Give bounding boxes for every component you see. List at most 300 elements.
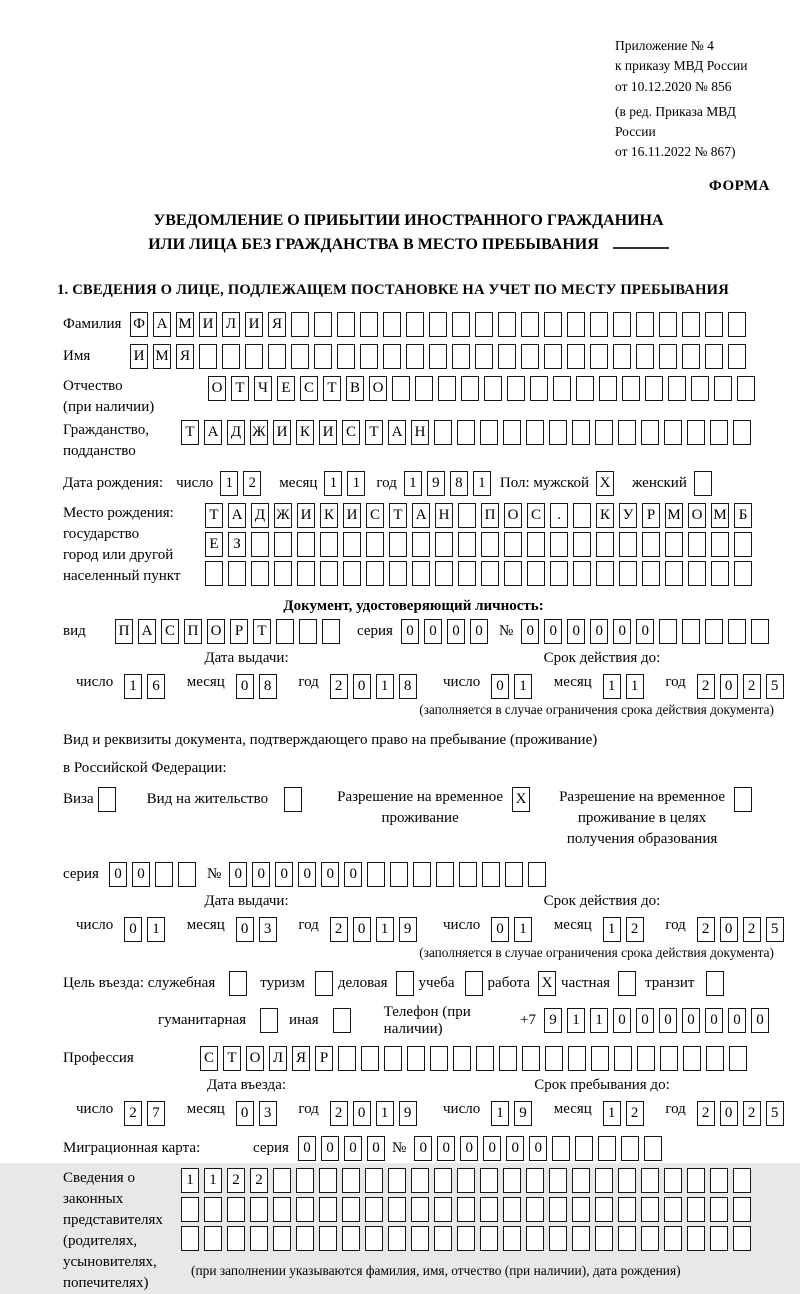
citizenship-char-box[interactable] xyxy=(503,420,521,445)
firstname-char-box[interactable] xyxy=(521,344,539,369)
birth-place-char-box[interactable] xyxy=(573,532,591,557)
doc-number-box[interactable] xyxy=(728,619,746,644)
citizenship-char-box[interactable]: Т xyxy=(365,420,383,445)
residence-issue-day-box[interactable]: 1 xyxy=(147,917,165,942)
patronymic-char-box[interactable] xyxy=(599,376,617,401)
birth-place-char-box[interactable] xyxy=(481,532,499,557)
migration-series-box[interactable]: 0 xyxy=(298,1136,316,1161)
surname-char-box[interactable] xyxy=(429,312,447,337)
firstname-char-box[interactable]: Я xyxy=(176,344,194,369)
doc-valid-year-box[interactable]: 2 xyxy=(697,674,715,699)
birth-place-char-box[interactable] xyxy=(274,532,292,557)
migration-number-box[interactable] xyxy=(644,1136,662,1161)
doc-issue-day-box[interactable]: 6 xyxy=(147,674,165,699)
doc-issue-day-box[interactable]: 1 xyxy=(124,674,142,699)
firstname-char-box[interactable] xyxy=(544,344,562,369)
profession-char-box[interactable] xyxy=(729,1046,747,1071)
residence-issue-year-box[interactable]: 0 xyxy=(353,917,371,942)
migration-number-box[interactable]: 0 xyxy=(483,1136,501,1161)
surname-char-box[interactable] xyxy=(521,312,539,337)
surname-char-box[interactable] xyxy=(728,312,746,337)
representative-char-box[interactable] xyxy=(388,1197,406,1222)
firstname-char-box[interactable] xyxy=(314,344,332,369)
residence-valid-day-box[interactable]: 0 xyxy=(491,917,509,942)
representative-char-box[interactable] xyxy=(549,1226,567,1251)
representative-char-box[interactable] xyxy=(204,1226,222,1251)
birth-place-char-box[interactable] xyxy=(527,532,545,557)
profession-char-box[interactable] xyxy=(361,1046,379,1071)
surname-char-box[interactable]: И xyxy=(199,312,217,337)
citizenship-char-box[interactable] xyxy=(664,420,682,445)
birth-place-char-box[interactable] xyxy=(320,561,338,586)
patronymic-char-box[interactable] xyxy=(415,376,433,401)
stay-year-box[interactable]: 2 xyxy=(743,1101,761,1126)
representative-char-box[interactable] xyxy=(549,1197,567,1222)
residence-issue-year-box[interactable]: 2 xyxy=(330,917,348,942)
birth-place-char-box[interactable] xyxy=(504,561,522,586)
surname-char-box[interactable] xyxy=(659,312,677,337)
residence-number-box[interactable] xyxy=(436,862,454,887)
surname-char-box[interactable] xyxy=(360,312,378,337)
representative-char-box[interactable] xyxy=(434,1197,452,1222)
doc-issue-month-box[interactable]: 0 xyxy=(236,674,254,699)
representative-char-box[interactable] xyxy=(503,1168,521,1193)
birth-place-char-box[interactable] xyxy=(481,561,499,586)
birth-place-char-box[interactable] xyxy=(389,561,407,586)
doc-series-box[interactable]: 0 xyxy=(470,619,488,644)
purpose-private-checkbox[interactable] xyxy=(618,971,636,996)
doc-series-box[interactable]: 0 xyxy=(401,619,419,644)
residence-number-box[interactable] xyxy=(482,862,500,887)
representative-char-box[interactable] xyxy=(457,1168,475,1193)
doc-number-box[interactable] xyxy=(705,619,723,644)
representative-char-box[interactable] xyxy=(572,1226,590,1251)
birth-place-char-box[interactable]: А xyxy=(228,503,246,528)
birth-place-char-box[interactable] xyxy=(642,561,660,586)
surname-char-box[interactable] xyxy=(590,312,608,337)
patronymic-char-box[interactable] xyxy=(484,376,502,401)
residence-valid-month-box[interactable]: 1 xyxy=(603,917,621,942)
representative-char-box[interactable] xyxy=(664,1197,682,1222)
birth-place-char-box[interactable] xyxy=(366,532,384,557)
representative-char-box[interactable] xyxy=(227,1197,245,1222)
representative-char-box[interactable] xyxy=(687,1226,705,1251)
surname-char-box[interactable] xyxy=(475,312,493,337)
migration-number-box[interactable]: 0 xyxy=(414,1136,432,1161)
stay-year-box[interactable]: 5 xyxy=(766,1101,784,1126)
birth-place-char-box[interactable] xyxy=(389,532,407,557)
citizenship-char-box[interactable] xyxy=(618,420,636,445)
representative-char-box[interactable]: 1 xyxy=(181,1168,199,1193)
citizenship-char-box[interactable]: И xyxy=(273,420,291,445)
firstname-char-box[interactable] xyxy=(728,344,746,369)
citizenship-char-box[interactable]: Н xyxy=(411,420,429,445)
profession-char-box[interactable] xyxy=(430,1046,448,1071)
purpose-humanitarian-checkbox[interactable] xyxy=(260,1008,278,1033)
birth-place-char-box[interactable]: С xyxy=(366,503,384,528)
surname-char-box[interactable]: Ф xyxy=(130,312,148,337)
profession-char-box[interactable]: С xyxy=(200,1046,218,1071)
entry-year-box[interactable]: 0 xyxy=(353,1101,371,1126)
firstname-char-box[interactable] xyxy=(705,344,723,369)
phone-digit-box[interactable]: 0 xyxy=(751,1008,769,1033)
residence-number-box[interactable] xyxy=(459,862,477,887)
birth-place-char-box[interactable] xyxy=(458,561,476,586)
patronymic-char-box[interactable]: Е xyxy=(277,376,295,401)
representative-char-box[interactable] xyxy=(204,1197,222,1222)
representative-char-box[interactable] xyxy=(296,1197,314,1222)
doc-number-box[interactable]: 0 xyxy=(613,619,631,644)
surname-char-box[interactable] xyxy=(567,312,585,337)
citizenship-char-box[interactable] xyxy=(549,420,567,445)
birth-place-char-box[interactable]: М xyxy=(665,503,683,528)
representative-char-box[interactable] xyxy=(388,1168,406,1193)
doc-type-char-box[interactable]: С xyxy=(161,619,179,644)
representative-char-box[interactable]: 2 xyxy=(250,1168,268,1193)
doc-type-char-box[interactable] xyxy=(276,619,294,644)
profession-char-box[interactable]: Р xyxy=(315,1046,333,1071)
representative-char-box[interactable] xyxy=(526,1197,544,1222)
firstname-char-box[interactable] xyxy=(199,344,217,369)
birth-place-char-box[interactable]: О xyxy=(504,503,522,528)
birth-place-char-box[interactable] xyxy=(596,561,614,586)
entry-month-box[interactable]: 3 xyxy=(259,1101,277,1126)
citizenship-char-box[interactable] xyxy=(710,420,728,445)
profession-char-box[interactable] xyxy=(591,1046,609,1071)
profession-char-box[interactable] xyxy=(614,1046,632,1071)
migration-series-box[interactable]: 0 xyxy=(321,1136,339,1161)
surname-char-box[interactable]: А xyxy=(153,312,171,337)
representative-char-box[interactable]: 2 xyxy=(227,1168,245,1193)
residence-series-box[interactable] xyxy=(178,862,196,887)
birth-place-char-box[interactable]: К xyxy=(596,503,614,528)
representative-char-box[interactable] xyxy=(503,1197,521,1222)
surname-char-box[interactable] xyxy=(498,312,516,337)
patronymic-char-box[interactable] xyxy=(530,376,548,401)
representative-char-box[interactable] xyxy=(733,1226,751,1251)
representative-char-box[interactable] xyxy=(319,1197,337,1222)
representative-char-box[interactable] xyxy=(687,1197,705,1222)
temp-permit-checkbox[interactable]: X xyxy=(512,787,530,812)
profession-char-box[interactable] xyxy=(568,1046,586,1071)
patronymic-char-box[interactable]: В xyxy=(346,376,364,401)
birth-place-char-box[interactable]: Е xyxy=(205,532,223,557)
migration-number-box[interactable] xyxy=(552,1136,570,1161)
birth-place-char-box[interactable] xyxy=(619,532,637,557)
surname-char-box[interactable] xyxy=(452,312,470,337)
entry-year-box[interactable]: 1 xyxy=(376,1101,394,1126)
birth-place-char-box[interactable] xyxy=(251,561,269,586)
doc-type-char-box[interactable]: А xyxy=(138,619,156,644)
entry-day-box[interactable]: 2 xyxy=(124,1101,142,1126)
birth-place-char-box[interactable] xyxy=(665,561,683,586)
stay-month-box[interactable]: 2 xyxy=(626,1101,644,1126)
firstname-char-box[interactable] xyxy=(590,344,608,369)
birth-month-box[interactable]: 1 xyxy=(324,471,342,496)
representative-char-box[interactable] xyxy=(388,1226,406,1251)
representative-char-box[interactable] xyxy=(457,1197,475,1222)
profession-char-box[interactable] xyxy=(407,1046,425,1071)
birth-place-char-box[interactable] xyxy=(412,532,430,557)
representative-char-box[interactable] xyxy=(273,1168,291,1193)
representative-char-box[interactable] xyxy=(480,1226,498,1251)
sex-female-checkbox[interactable] xyxy=(694,471,712,496)
birth-place-char-box[interactable] xyxy=(320,532,338,557)
surname-char-box[interactable] xyxy=(636,312,654,337)
doc-valid-day-box[interactable]: 1 xyxy=(514,674,532,699)
birth-place-char-box[interactable] xyxy=(343,561,361,586)
birth-place-char-box[interactable]: У xyxy=(619,503,637,528)
doc-type-char-box[interactable]: Т xyxy=(253,619,271,644)
patronymic-char-box[interactable] xyxy=(622,376,640,401)
representative-char-box[interactable] xyxy=(641,1168,659,1193)
doc-number-box[interactable] xyxy=(751,619,769,644)
stay-month-box[interactable]: 1 xyxy=(603,1101,621,1126)
profession-char-box[interactable] xyxy=(499,1046,517,1071)
patronymic-char-box[interactable] xyxy=(737,376,755,401)
birth-place-char-box[interactable]: М xyxy=(711,503,729,528)
citizenship-char-box[interactable]: И xyxy=(319,420,337,445)
citizenship-char-box[interactable]: Т xyxy=(181,420,199,445)
doc-type-char-box[interactable]: П xyxy=(115,619,133,644)
birth-place-char-box[interactable] xyxy=(573,561,591,586)
birth-place-char-box[interactable] xyxy=(665,532,683,557)
representative-char-box[interactable] xyxy=(342,1226,360,1251)
representative-char-box[interactable] xyxy=(342,1168,360,1193)
residence-number-box[interactable] xyxy=(505,862,523,887)
residence-number-box[interactable] xyxy=(413,862,431,887)
doc-valid-month-box[interactable]: 1 xyxy=(626,674,644,699)
birth-year-box[interactable]: 1 xyxy=(473,471,491,496)
citizenship-char-box[interactable] xyxy=(595,420,613,445)
firstname-char-box[interactable] xyxy=(383,344,401,369)
residence-number-box[interactable]: 0 xyxy=(229,862,247,887)
residence-number-box[interactable]: 0 xyxy=(275,862,293,887)
citizenship-char-box[interactable] xyxy=(733,420,751,445)
firstname-char-box[interactable]: М xyxy=(153,344,171,369)
stay-year-box[interactable]: 2 xyxy=(697,1101,715,1126)
doc-issue-month-box[interactable]: 8 xyxy=(259,674,277,699)
firstname-char-box[interactable] xyxy=(659,344,677,369)
profession-char-box[interactable] xyxy=(522,1046,540,1071)
birth-place-char-box[interactable] xyxy=(297,561,315,586)
residence-number-box[interactable]: 0 xyxy=(252,862,270,887)
phone-digit-box[interactable]: 9 xyxy=(544,1008,562,1033)
profession-char-box[interactable] xyxy=(683,1046,701,1071)
surname-char-box[interactable]: Я xyxy=(268,312,286,337)
patronymic-char-box[interactable]: Т xyxy=(231,376,249,401)
firstname-char-box[interactable] xyxy=(636,344,654,369)
surname-char-box[interactable] xyxy=(314,312,332,337)
doc-valid-year-box[interactable]: 2 xyxy=(743,674,761,699)
birth-year-box[interactable]: 9 xyxy=(427,471,445,496)
birth-place-char-box[interactable]: Б xyxy=(734,503,752,528)
birth-place-char-box[interactable] xyxy=(343,532,361,557)
doc-number-box[interactable]: 0 xyxy=(567,619,585,644)
doc-type-char-box[interactable]: П xyxy=(184,619,202,644)
patronymic-char-box[interactable] xyxy=(507,376,525,401)
birth-place-char-box[interactable]: П xyxy=(481,503,499,528)
birth-place-char-box[interactable]: Д xyxy=(251,503,269,528)
birth-place-char-box[interactable]: Т xyxy=(205,503,223,528)
doc-valid-day-box[interactable]: 0 xyxy=(491,674,509,699)
doc-type-char-box[interactable] xyxy=(299,619,317,644)
patronymic-char-box[interactable] xyxy=(714,376,732,401)
representative-char-box[interactable] xyxy=(365,1197,383,1222)
representative-char-box[interactable] xyxy=(664,1226,682,1251)
representative-char-box[interactable] xyxy=(250,1197,268,1222)
birth-place-char-box[interactable]: С xyxy=(527,503,545,528)
representative-char-box[interactable] xyxy=(664,1168,682,1193)
birth-place-char-box[interactable] xyxy=(734,532,752,557)
birth-place-char-box[interactable]: . xyxy=(550,503,568,528)
purpose-work-checkbox[interactable]: X xyxy=(538,971,556,996)
doc-type-char-box[interactable]: О xyxy=(207,619,225,644)
residence-permit-checkbox[interactable] xyxy=(284,787,302,812)
birth-place-char-box[interactable] xyxy=(228,561,246,586)
representative-char-box[interactable] xyxy=(319,1168,337,1193)
firstname-char-box[interactable] xyxy=(360,344,378,369)
birth-place-char-box[interactable] xyxy=(297,532,315,557)
surname-char-box[interactable] xyxy=(291,312,309,337)
representative-char-box[interactable] xyxy=(618,1197,636,1222)
migration-number-box[interactable]: 0 xyxy=(506,1136,524,1161)
firstname-char-box[interactable] xyxy=(337,344,355,369)
doc-issue-year-box[interactable]: 1 xyxy=(376,674,394,699)
birth-year-box[interactable]: 8 xyxy=(450,471,468,496)
phone-digit-box[interactable]: 1 xyxy=(567,1008,585,1033)
representative-char-box[interactable] xyxy=(595,1168,613,1193)
representative-char-box[interactable] xyxy=(641,1197,659,1222)
citizenship-char-box[interactable]: А xyxy=(388,420,406,445)
citizenship-char-box[interactable] xyxy=(457,420,475,445)
doc-issue-year-box[interactable]: 2 xyxy=(330,674,348,699)
doc-series-box[interactable]: 0 xyxy=(424,619,442,644)
doc-valid-year-box[interactable]: 5 xyxy=(766,674,784,699)
representative-char-box[interactable] xyxy=(572,1168,590,1193)
birth-place-char-box[interactable] xyxy=(688,561,706,586)
birth-place-char-box[interactable]: О xyxy=(688,503,706,528)
birth-place-char-box[interactable] xyxy=(458,532,476,557)
surname-char-box[interactable] xyxy=(337,312,355,337)
profession-char-box[interactable] xyxy=(545,1046,563,1071)
patronymic-char-box[interactable] xyxy=(438,376,456,401)
migration-number-box[interactable]: 0 xyxy=(529,1136,547,1161)
purpose-business-checkbox[interactable] xyxy=(396,971,414,996)
representative-char-box[interactable] xyxy=(296,1226,314,1251)
profession-char-box[interactable]: Т xyxy=(223,1046,241,1071)
profession-char-box[interactable] xyxy=(476,1046,494,1071)
birth-place-char-box[interactable]: К xyxy=(320,503,338,528)
residence-series-box[interactable]: 0 xyxy=(109,862,127,887)
representative-char-box[interactable] xyxy=(526,1168,544,1193)
patronymic-char-box[interactable]: О xyxy=(208,376,226,401)
residence-number-box[interactable] xyxy=(390,862,408,887)
residence-issue-day-box[interactable]: 0 xyxy=(124,917,142,942)
residence-series-box[interactable] xyxy=(155,862,173,887)
residence-valid-month-box[interactable]: 2 xyxy=(626,917,644,942)
birth-place-char-box[interactable] xyxy=(527,561,545,586)
birth-place-char-box[interactable] xyxy=(642,532,660,557)
representative-char-box[interactable] xyxy=(526,1226,544,1251)
doc-valid-month-box[interactable]: 1 xyxy=(603,674,621,699)
purpose-official-checkbox[interactable] xyxy=(229,971,247,996)
citizenship-char-box[interactable]: К xyxy=(296,420,314,445)
representative-char-box[interactable] xyxy=(250,1226,268,1251)
entry-year-box[interactable]: 9 xyxy=(399,1101,417,1126)
doc-issue-year-box[interactable]: 8 xyxy=(399,674,417,699)
birth-year-box[interactable]: 1 xyxy=(404,471,422,496)
firstname-char-box[interactable] xyxy=(245,344,263,369)
doc-number-box[interactable]: 0 xyxy=(636,619,654,644)
birth-place-char-box[interactable] xyxy=(573,503,591,528)
birth-place-char-box[interactable]: Р xyxy=(642,503,660,528)
birth-place-char-box[interactable] xyxy=(274,561,292,586)
representative-char-box[interactable] xyxy=(595,1197,613,1222)
birth-place-char-box[interactable] xyxy=(504,532,522,557)
citizenship-char-box[interactable]: Д xyxy=(227,420,245,445)
birth-place-char-box[interactable] xyxy=(205,561,223,586)
representative-char-box[interactable] xyxy=(618,1226,636,1251)
patronymic-char-box[interactable] xyxy=(461,376,479,401)
profession-char-box[interactable]: О xyxy=(246,1046,264,1071)
patronymic-char-box[interactable] xyxy=(691,376,709,401)
representative-char-box[interactable] xyxy=(641,1226,659,1251)
representative-char-box[interactable] xyxy=(503,1226,521,1251)
representative-char-box[interactable] xyxy=(342,1197,360,1222)
migration-number-box[interactable] xyxy=(621,1136,639,1161)
citizenship-char-box[interactable] xyxy=(687,420,705,445)
edu-permit-checkbox[interactable] xyxy=(734,787,752,812)
profession-char-box[interactable] xyxy=(637,1046,655,1071)
purpose-tourism-checkbox[interactable] xyxy=(315,971,333,996)
representative-char-box[interactable] xyxy=(687,1168,705,1193)
residence-issue-month-box[interactable]: 0 xyxy=(236,917,254,942)
profession-char-box[interactable] xyxy=(338,1046,356,1071)
migration-series-box[interactable]: 0 xyxy=(367,1136,385,1161)
representative-char-box[interactable] xyxy=(227,1226,245,1251)
migration-number-box[interactable] xyxy=(575,1136,593,1161)
representative-char-box[interactable] xyxy=(457,1226,475,1251)
representative-char-box[interactable] xyxy=(365,1168,383,1193)
birth-place-char-box[interactable] xyxy=(550,561,568,586)
representative-char-box[interactable] xyxy=(411,1197,429,1222)
birth-place-char-box[interactable] xyxy=(711,561,729,586)
residence-valid-day-box[interactable]: 1 xyxy=(514,917,532,942)
residence-valid-year-box[interactable]: 5 xyxy=(766,917,784,942)
doc-issue-year-box[interactable]: 0 xyxy=(353,674,371,699)
patronymic-char-box[interactable]: С xyxy=(300,376,318,401)
purpose-transit-checkbox[interactable] xyxy=(706,971,724,996)
phone-digit-box[interactable]: 0 xyxy=(728,1008,746,1033)
patronymic-char-box[interactable] xyxy=(576,376,594,401)
firstname-char-box[interactable] xyxy=(475,344,493,369)
surname-char-box[interactable]: И xyxy=(245,312,263,337)
surname-char-box[interactable] xyxy=(544,312,562,337)
migration-number-box[interactable] xyxy=(598,1136,616,1161)
firstname-char-box[interactable] xyxy=(567,344,585,369)
birth-place-char-box[interactable] xyxy=(366,561,384,586)
residence-number-box[interactable]: 0 xyxy=(344,862,362,887)
representative-char-box[interactable] xyxy=(710,1168,728,1193)
doc-number-box[interactable] xyxy=(659,619,677,644)
firstname-char-box[interactable] xyxy=(406,344,424,369)
migration-number-box[interactable]: 0 xyxy=(460,1136,478,1161)
patronymic-char-box[interactable]: Т xyxy=(323,376,341,401)
birth-place-char-box[interactable]: З xyxy=(228,532,246,557)
doc-number-box[interactable] xyxy=(682,619,700,644)
entry-year-box[interactable]: 2 xyxy=(330,1101,348,1126)
